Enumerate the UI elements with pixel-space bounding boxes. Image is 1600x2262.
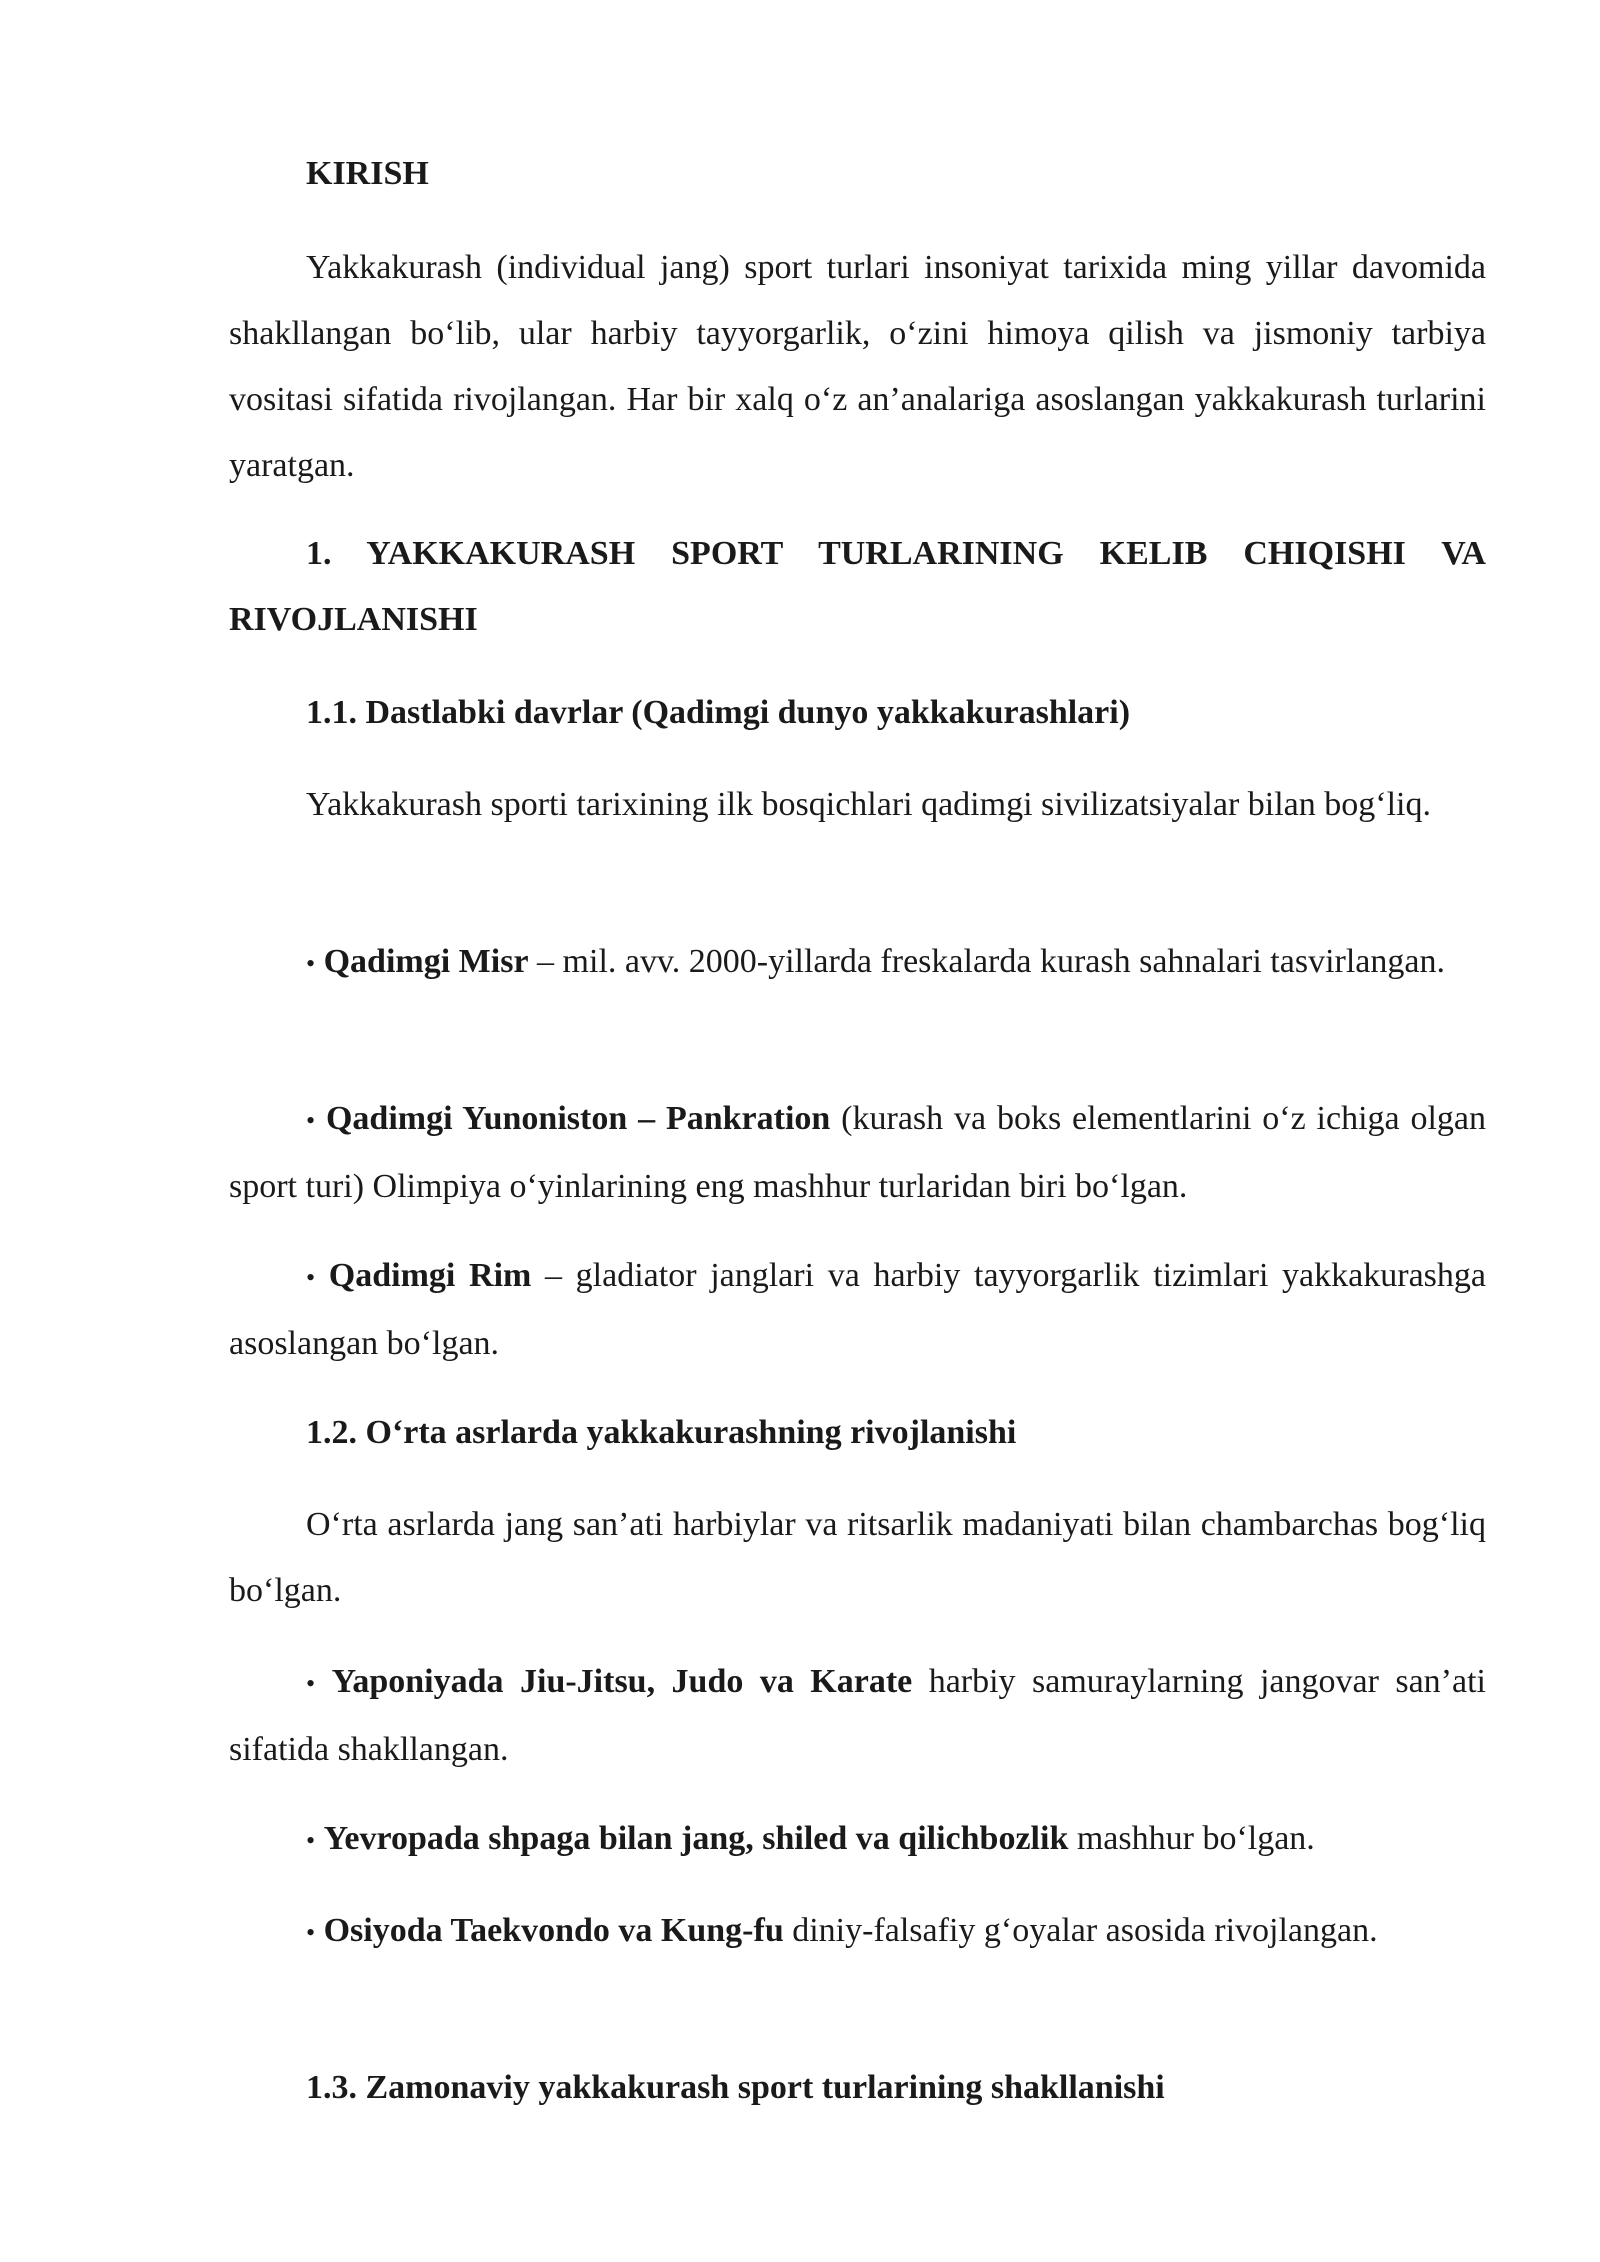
- section-1-2-paragraph: O‘rta asrlarda jang san’ati harbiylar va ritsarlik madaniyati bilan chambarchas bog‘liq bo‘lgan.: [229, 1506, 1486, 1609]
- intro-paragraph: Yakkakurash (individual jang) sport turlari insoniyat tarixida ming yillar davomida shakllangan bo‘lib, ular harbiy tayyorgarlik, o‘zini himoya qilish va jismoniy tarbiya vositasi sifatida rivojlangan. Har bir xalq o‘z an’analariga asoslangan yakkakurash turlarini yaratgan.: [229, 249, 1486, 484]
- bullet-icon: •: [306, 1669, 316, 1698]
- bullet-bold-text: Qadimgi Misr: [323, 943, 529, 980]
- bullet-text: – mil. avv. 2000-yillarda freskalarda kurash sahnalari tasvirlangan.: [528, 943, 1445, 980]
- bullet-bold-text: Osiyoda Taekvondo va Kung-fu: [323, 1912, 784, 1949]
- bullet-icon: •: [306, 1106, 316, 1135]
- bullet-text: mashhur bo‘lgan.: [1068, 1820, 1315, 1857]
- bullet-item: [229, 1649, 1486, 1783]
- bullet-icon: •: [306, 1918, 316, 1947]
- bullet-text: diniy-falsafiy g‘oyalar asosida rivojlangan.: [783, 1912, 1378, 1949]
- bullet-icon: •: [306, 949, 316, 978]
- section-1-1-paragraph: Yakkakurash sporti tarixining ilk bosqichlari qadimgi sivilizatsiyalar bilan bog‘liq.: [306, 786, 1431, 823]
- bullet-bold-text: Yaponiyada Jiu-Jitsu, Judo va Karate: [331, 1663, 913, 1700]
- bullet-bold-text: Yevropada shpaga bilan jang, shiled va qilichbozlik: [323, 1820, 1069, 1857]
- bullet-text: harbiy samuraylarning jangovar san’ati sifatida shakllangan.: [229, 1663, 1486, 1768]
- bullet-icon: •: [306, 1263, 316, 1292]
- bullet-icon: •: [306, 1826, 316, 1855]
- section-1-2-heading: 1.2. O‘rta asrlarda yakkakurashning rivojlanishi: [306, 1414, 1017, 1451]
- bullet-text: – gladiator janglari va harbiy tayyorgarlik tizimlari yakkakurashga asoslangan bo‘lgan.: [229, 1257, 1486, 1362]
- section-1-heading: 1. YAKKAKURASH SPORT TURLARINING KELIB CHIQISHI VA RIVOJLANISHI: [229, 535, 1486, 638]
- bullet-item: [229, 1898, 1486, 1966]
- bullet-item: [229, 1243, 1486, 1377]
- kirish-heading-text: KIRISH: [306, 155, 429, 192]
- bullet-text: (kurash va boks elementlarini o‘z ichiga olgan sport turi) Olimpiya o‘yinlarining eng mashhur turlaridan biri bo‘lgan.: [229, 1100, 1487, 1205]
- bullet-item: [229, 929, 1486, 997]
- bullet-bold-text: Qadimgi Yunoniston – Pankration: [325, 1100, 831, 1137]
- section-1-3-heading: 1.3. Zamonaviy yakkakurash sport turlarining shakllanishi: [306, 2069, 1165, 2106]
- bullet-item: [229, 1086, 1486, 1220]
- bullet-item: [229, 1806, 1486, 1874]
- section-1-1-heading: 1.1. Dastlabki davrlar (Qadimgi dunyo yakkakurashlari): [306, 694, 1131, 731]
- bullet-bold-text: Qadimgi Rim: [328, 1257, 532, 1294]
- kirish-heading: [229, 141, 1486, 207]
